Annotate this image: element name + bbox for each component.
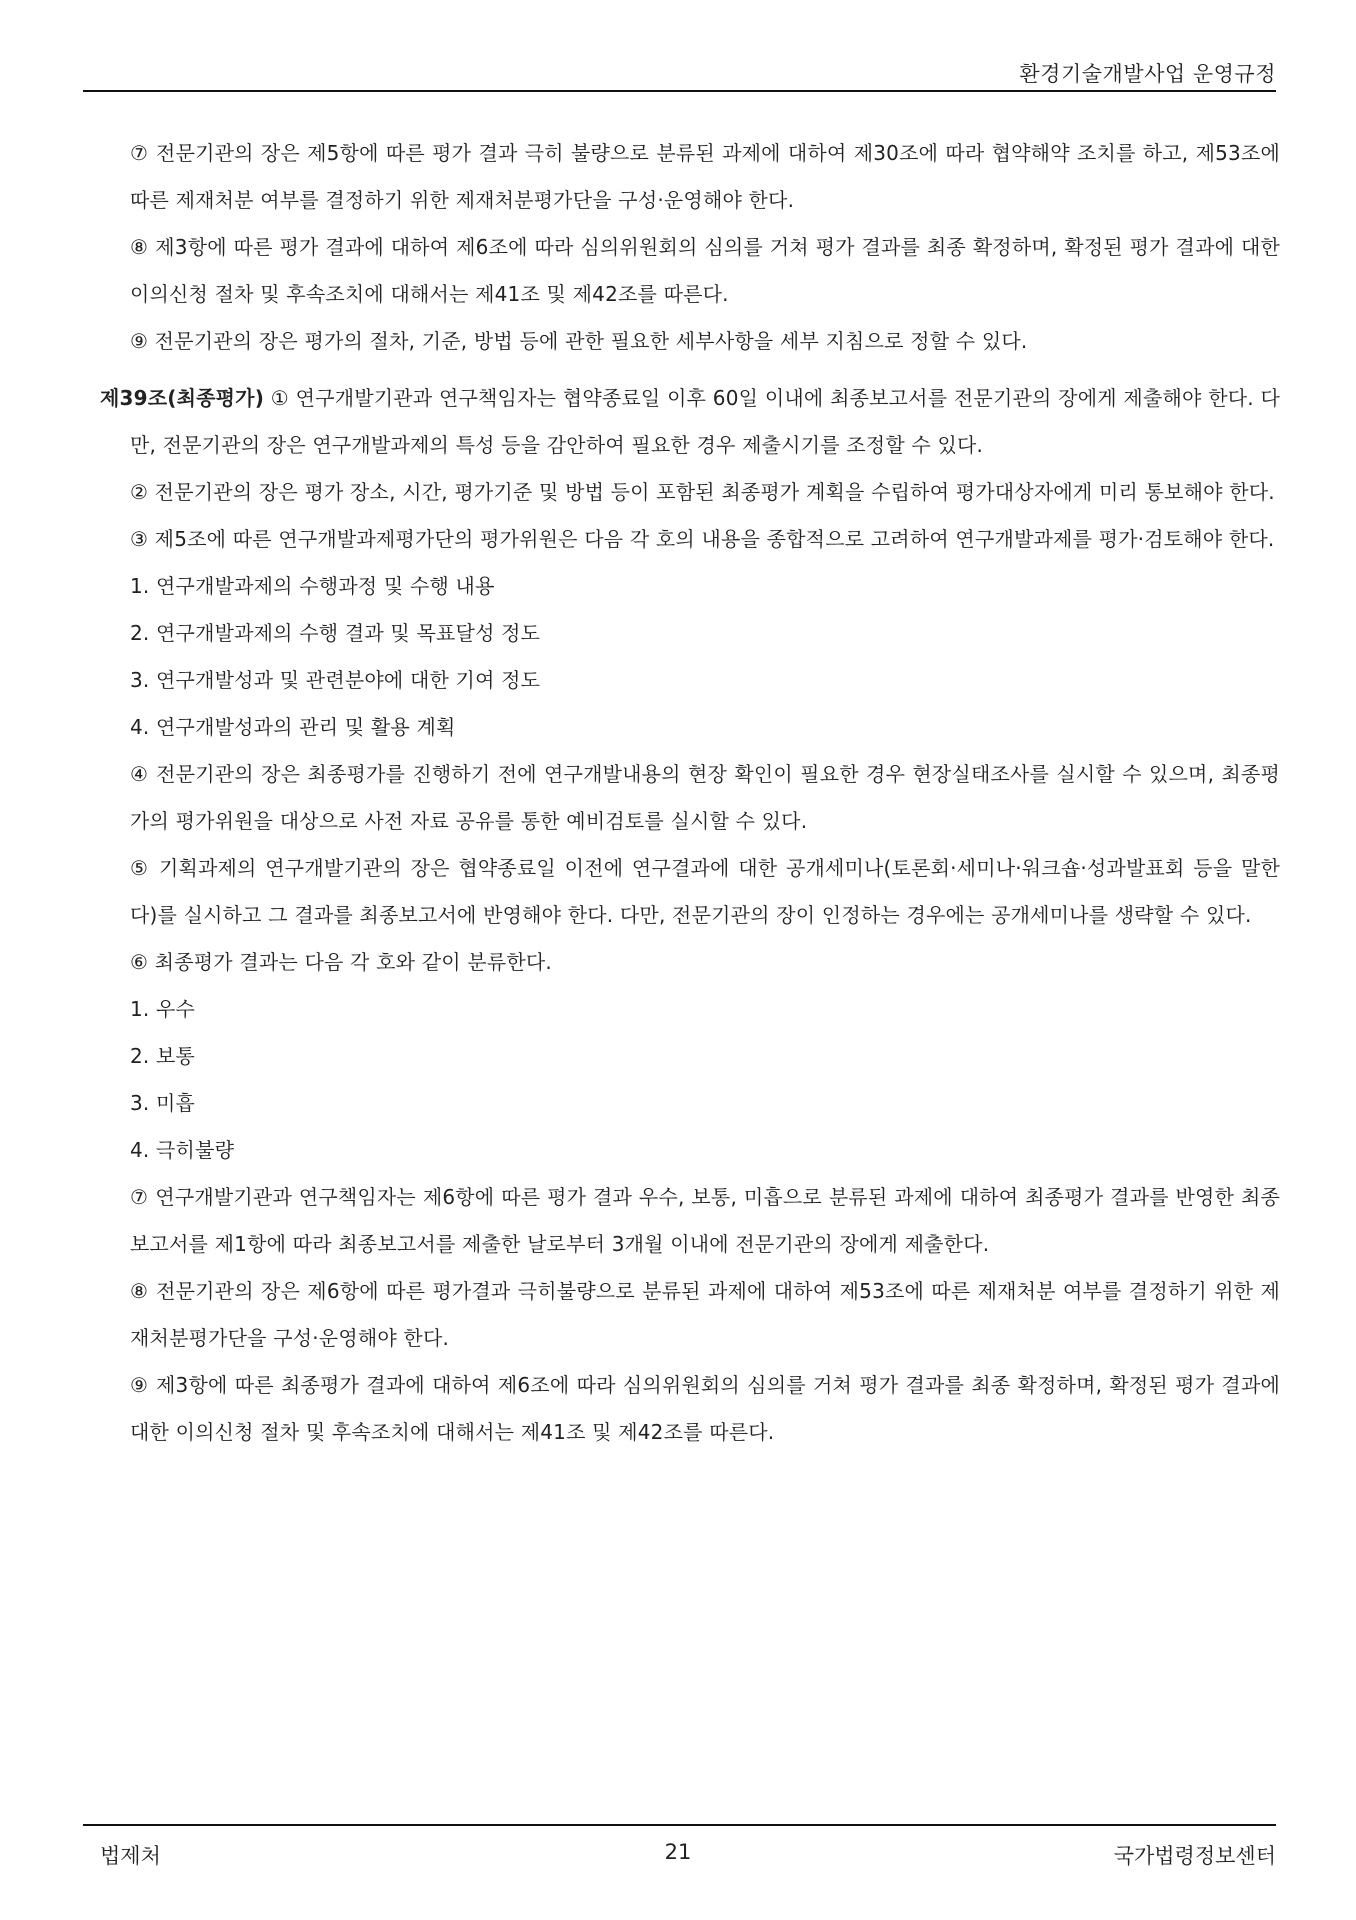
- document-title: 환경기술개발사업 운영규정: [1019, 62, 1276, 86]
- list-item: 3. 미흡: [130, 1091, 196, 1115]
- list-item: 2. 보통: [130, 1044, 196, 1068]
- article-paragraph-9: ⑨ 제3항에 따른 최종평가 결과에 대하여 제6조에 따라 심의위원회의 심의를 거쳐 평가 결과를 최종 확정하며, 확정된 평가 결과에 대한 이의신청 절차 및 후속조치에 대해서는 제41조 및 제42조를 따른다.: [130, 1373, 1280, 1444]
- list-item: 4. 연구개발성과의 관리 및 활용 계획: [130, 715, 456, 739]
- list-item: 1. 연구개발과제의 수행과정 및 수행 내용: [130, 574, 495, 598]
- article-paragraph-2: ② 전문기관의 장은 평가 장소, 시간, 평가기준 및 방법 등이 포함된 최종평가 계획을 수립하여 평가대상자에게 미리 통보해야 한다.: [130, 480, 1275, 504]
- list-item: 2. 연구개발과제의 수행 결과 및 목표달성 정도: [130, 621, 541, 645]
- article-paragraph-8: ⑧ 전문기관의 장은 제6항에 따른 평가결과 극히불량으로 분류된 과제에 대하여 제53조에 따른 제재처분 여부를 결정하기 위한 제재처분평가단을 구성·운영해야 한다.: [130, 1279, 1280, 1350]
- list-item: 3. 연구개발성과 및 관련분야에 대한 기여 정도: [130, 668, 541, 692]
- list-item: 1. 우수: [130, 997, 196, 1021]
- paragraph-8: ⑧ 제3항에 따른 평가 결과에 대하여 제6조에 따라 심의위원회의 심의를 거쳐 평가 결과를 최종 확정하며, 확정된 평가 결과에 대한 이의신청 절차 및 후속조치에 대해서는 제41조 및 제42조를 따른다.: [130, 235, 1280, 306]
- article-paragraph-7: ⑦ 연구개발기관과 연구책임자는 제6항에 따른 평가 결과 우수, 보통, 미흡으로 분류된 과제에 대하여 최종평가 결과를 반영한 최종보고서를 제1항에 따라 최종보고서를 제출한 날로부터 3개월 이내에 전문기관의 장에게 제출한다.: [130, 1185, 1280, 1256]
- header-divider: [83, 90, 1276, 92]
- article-paragraph-3: ③ 제5조에 따른 연구개발과제평가단의 평가위원은 다음 각 호의 내용을 종합적으로 고려하여 연구개발과제를 평가·검토해야 한다.: [130, 527, 1275, 551]
- article-paragraph-5: ⑤ 기획과제의 연구개발기관의 장은 협약종료일 이전에 연구결과에 대한 공개세미나(토론회·세미나·워크숍·성과발표회 등을 말한다)를 실시하고 그 결과를 최종보고서에 반영해야 한다. 다만, 전문기관의 장이 인정하는 경우에는 공개세미나를 생략할 수 있다.: [130, 856, 1280, 927]
- page-number: 21: [664, 1840, 692, 1864]
- paragraph-9: ⑨ 전문기관의 장은 평가의 절차, 기준, 방법 등에 관한 필요한 세부사항을 세부 지침으로 정할 수 있다.: [130, 329, 1028, 353]
- footer-publisher: 법제처: [100, 1844, 161, 1868]
- footer-source: 국가법령정보센터: [1113, 1844, 1276, 1868]
- list-item: 4. 극히불량: [130, 1138, 235, 1162]
- paragraph-7: ⑦ 전문기관의 장은 제5항에 따른 평가 결과 극히 불량으로 분류된 과제에 대하여 제30조에 따라 협약해약 조치를 하고, 제53조에 따른 제재처분 여부를 결정하기 위한 제재처분평가단을 구성·운영해야 한다.: [130, 141, 1280, 212]
- article-39: [100, 375, 1280, 469]
- article-title: 제39조(최종평가): [100, 386, 265, 410]
- footer-divider: [83, 1824, 1276, 1826]
- article-paragraph-1: ① 연구개발기관과 연구책임자는 협약종료일 이후 60일 이내에 최종보고서를 전문기관의 장에게 제출해야 한다. 다만, 전문기관의 장은 연구개발과제의 특성 등을 감안하여 필요한 경우 제출시기를 조정할 수 있다.: [130, 386, 1280, 457]
- article-paragraph-4: ④ 전문기관의 장은 최종평가를 진행하기 전에 연구개발내용의 현장 확인이 필요한 경우 현장실태조사를 실시할 수 있으며, 최종평가의 평가위원을 대상으로 사전 자료 공유를 통한 예비검토를 실시할 수 있다.: [130, 762, 1280, 833]
- document-body: [100, 130, 1280, 1456]
- article-paragraph-6: ⑥ 최종평가 결과는 다음 각 호와 같이 분류한다.: [130, 950, 552, 974]
